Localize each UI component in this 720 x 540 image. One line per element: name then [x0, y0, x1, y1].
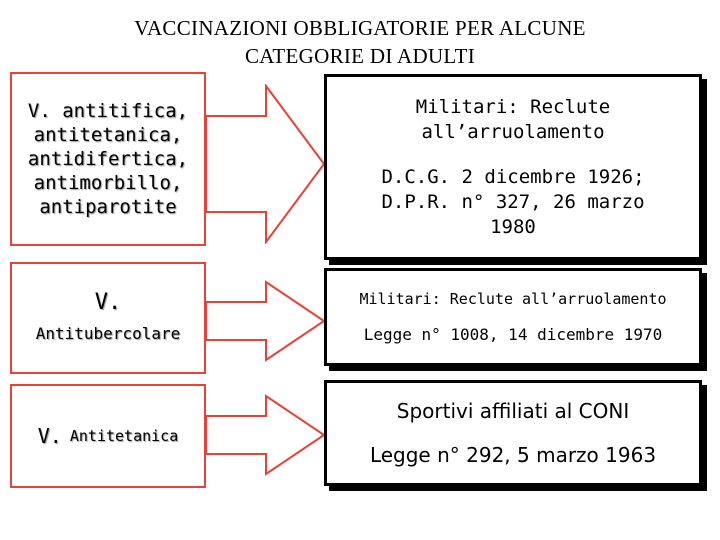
category-1-law-line-2: D.P.R. n° 327, 26 marzo [381, 190, 645, 213]
vaccine-box-2 [10, 262, 206, 374]
arrow-right-icon-2 [204, 280, 328, 362]
category-box-2 [324, 268, 702, 366]
category-1-law-line-1: D.C.G. 2 dicembre 1926; [381, 165, 645, 188]
vaccine-3-name: Antitetanica [69, 427, 179, 445]
category-1-group-line-1: Militari: Reclute [415, 95, 611, 118]
category-box-3 [324, 380, 702, 486]
vaccine-2-line-2: Antitubercolare [35, 324, 181, 343]
category-2-law: Legge n° 1008, 14 dicembre 1970 [363, 325, 663, 344]
title-line-1: VACCINAZIONI OBBLIGATORIE PER ALCUNE [134, 16, 586, 40]
arrow-right-icon-1 [204, 84, 328, 244]
category-1-group-line-2: all’arruolamento [421, 120, 605, 143]
vaccine-3-prefix: V. [37, 424, 62, 448]
category-2-group: Militari: Reclute all’arruolamento [359, 290, 667, 308]
slide-title [40, 14, 680, 70]
arrow-right-icon-3 [204, 394, 328, 476]
vaccine-box-3 [10, 384, 206, 488]
vaccine-1-line-5: antiparotite [39, 196, 177, 218]
vaccine-2-line-1: V. [94, 290, 122, 315]
category-box-1 [324, 74, 702, 260]
category-3-group: Sportivi affiliati al CONI [396, 399, 630, 423]
vaccine-1-line-4: antimorbillo, [33, 172, 183, 194]
title-line-2: CATEGORIE DI ADULTI [244, 44, 476, 68]
vaccine-1-line-1: V. antitifica, [27, 100, 189, 122]
category-3-law: Legge n° 292, 5 marzo 1963 [369, 443, 657, 467]
vaccine-box-1 [10, 72, 206, 246]
vaccine-1-line-2: antitetanica, [33, 124, 183, 146]
vaccine-1-line-3: antidifertica, [27, 148, 189, 170]
category-1-law-line-3: 1980 [490, 215, 536, 238]
